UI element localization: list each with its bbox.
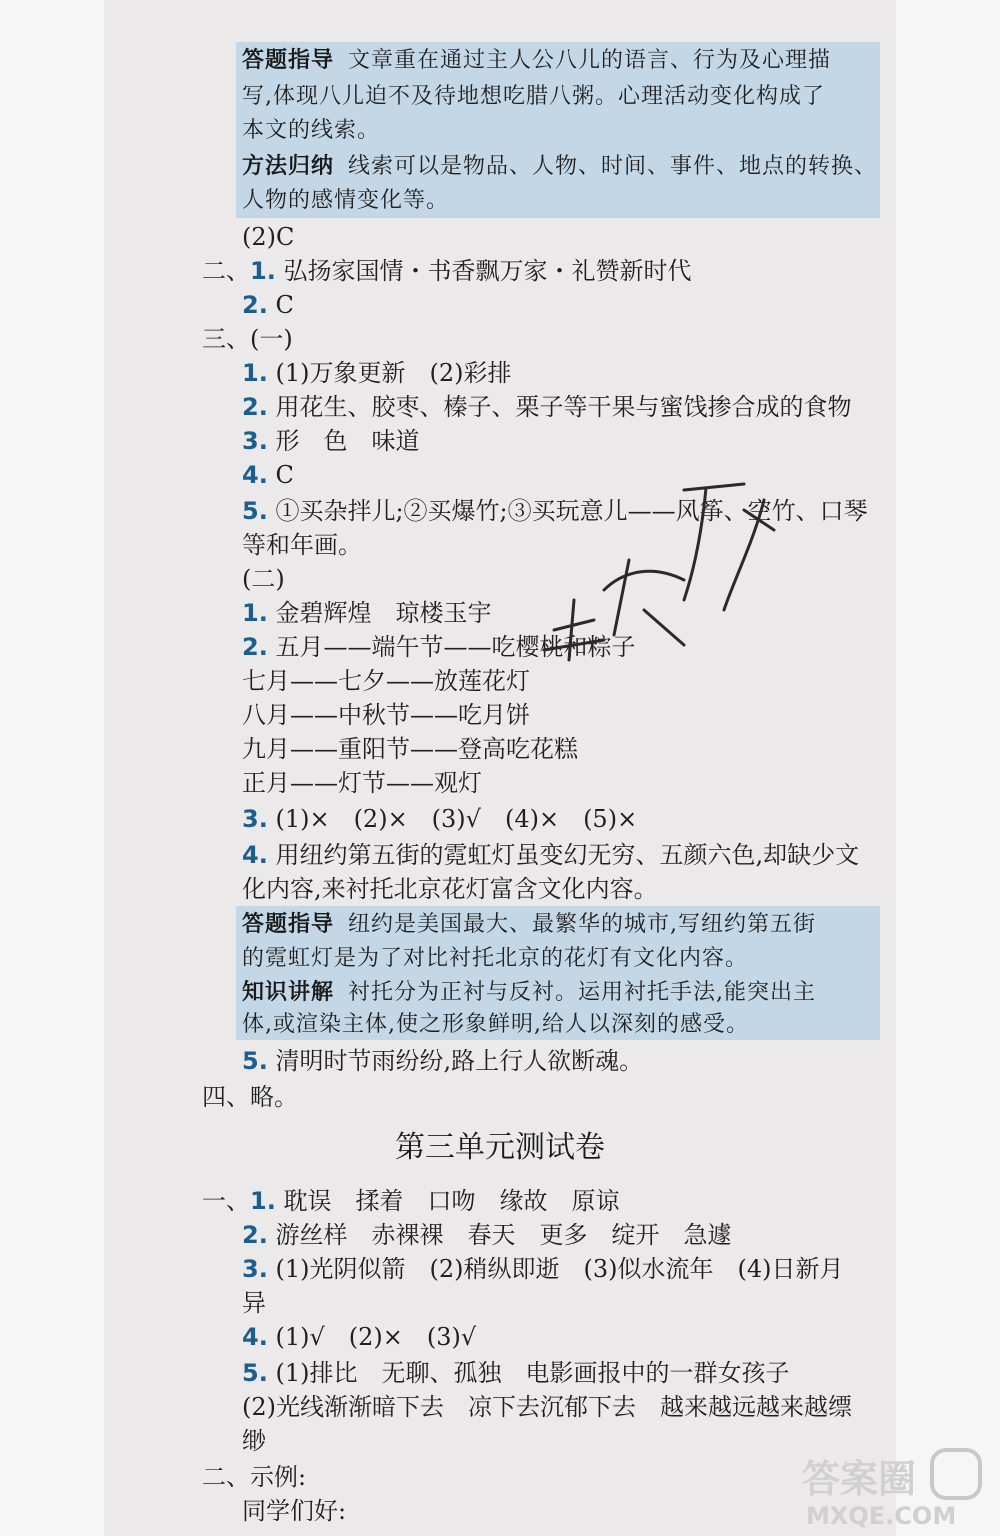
box2-line4: 体,或渲染主体,使之形象鲜明,给人以深刻的感受。 xyxy=(242,1012,749,1037)
box1-line4: 方法归纳 线索可以是物品、人物、时间、事件、地点的转换、 xyxy=(242,154,878,179)
s3-q1: 1. (1)万象更新 (2)彩排 xyxy=(242,359,512,387)
svg-text:MXQE.COM: MXQE.COM xyxy=(806,1502,957,1530)
handwriting-scribble xyxy=(534,470,794,670)
section-4: 四、略。 xyxy=(202,1083,298,1111)
s3b-q4-b: 化内容,来衬托北京花灯富含文化内容。 xyxy=(242,875,658,903)
u-q5-c: 缈 xyxy=(242,1427,266,1455)
u-q5-b: (2)光线渐渐暗下去 凉下去沉郁下去 越来越远越来越缥 xyxy=(242,1393,852,1421)
answer-2c: (2)C xyxy=(242,223,295,251)
section-2-example: 二、示例: xyxy=(202,1463,307,1491)
box1-line1: 答题指导 文章重在通过主人公八儿的语言、行为及心理描 xyxy=(242,48,832,73)
u-q1: 一、1. 耽误 揉着 口吻 缘故 原谅 xyxy=(202,1187,620,1215)
unit-3-heading: 第三单元测试卷 xyxy=(395,1130,605,1165)
s3b-q4-a: 4. 用纽约第五街的霓虹灯虽变幻无穷、五颜六色,却缺少文 xyxy=(242,841,860,869)
svg-text:答案圈: 答案圈 xyxy=(802,1457,917,1501)
s3-q3: 3. 形 色 味道 xyxy=(242,427,420,455)
section-3-label: 三、(一) xyxy=(202,325,293,353)
method-tag: 方法归纳 xyxy=(242,154,335,179)
u-q2: 2. 游丝样 赤裸裸 春天 更多 绽开 急遽 xyxy=(242,1221,732,1249)
s3b-q2-e: 正月——灯节——观灯 xyxy=(242,769,482,797)
greeting-line: 同学们好: xyxy=(242,1497,347,1525)
answer-page xyxy=(104,0,896,1536)
s3-q5-b: 等和年画。 xyxy=(242,531,362,559)
mxqe-watermark-logo xyxy=(792,1444,992,1532)
u-q4: 4. (1)√ (2)× (3)√ xyxy=(242,1323,477,1351)
s3b-q3: 3. (1)× (2)× (3)√ (4)× (5)× xyxy=(242,805,638,833)
box1-line5: 人物的感情变化等。 xyxy=(242,188,450,213)
box2-line1: 答题指导 纽约是美国最大、最繁华的城市,写纽约第五街 xyxy=(242,912,817,937)
s3b-q2-c: 八月——中秋节——吃月饼 xyxy=(242,701,530,729)
left-margin xyxy=(0,0,104,1536)
s3-part2-label: (二) xyxy=(242,565,285,593)
knowledge-tag: 知识讲解 xyxy=(242,980,335,1005)
section-2-q2: 2. C xyxy=(242,291,294,319)
u-q3-a: 3. (1)光阴似箭 (2)稍纵即逝 (3)似水流年 (4)日新月 xyxy=(242,1255,844,1283)
s3b-q1: 1. 金碧辉煌 琼楼玉宇 xyxy=(242,599,492,627)
s3b-q5: 5. 清明时节雨纷纷,路上行人欲断魂。 xyxy=(242,1047,644,1075)
box2-line2: 的霓虹灯是为了对比衬托北京的花灯有文化内容。 xyxy=(242,946,749,971)
s3-q5-a: 5. ①买杂拌儿;②买爆竹;③买玩意儿——风筝、空竹、口琴 xyxy=(242,497,868,525)
box2-line3: 知识讲解 衬托分为正衬与反衬。运用衬托手法,能突出主 xyxy=(242,980,817,1005)
s3b-q2-a: 2. 五月——端午节——吃樱桃和粽子 xyxy=(242,633,636,661)
s3-q2: 2. 用花生、胶枣、榛子、栗子等干果与蜜饯掺合成的食物 xyxy=(242,393,852,421)
right-margin xyxy=(896,0,1000,1536)
s3b-q2-b: 七月——七夕——放莲花灯 xyxy=(242,667,530,695)
s3b-q2-d: 九月——重阳节——登高吃花糕 xyxy=(242,735,578,763)
tip-tag: 答题指导 xyxy=(242,912,335,937)
box1-line3: 本文的线索。 xyxy=(242,118,381,143)
s3-q4: 4. C xyxy=(242,461,294,489)
u-q3-b: 异 xyxy=(242,1289,266,1317)
section-2-q1: 二、1. 弘扬家国情・书香飘万家・礼赞新时代 xyxy=(202,257,692,285)
tip-tag: 答题指导 xyxy=(242,48,335,73)
box1-line2: 写,体现八儿迫不及待地想吃腊八粥。心理活动变化构成了 xyxy=(242,84,825,109)
u-q5-a: 5. (1)排比 无聊、孤独 电影画报中的一群女孩子 xyxy=(242,1359,790,1387)
